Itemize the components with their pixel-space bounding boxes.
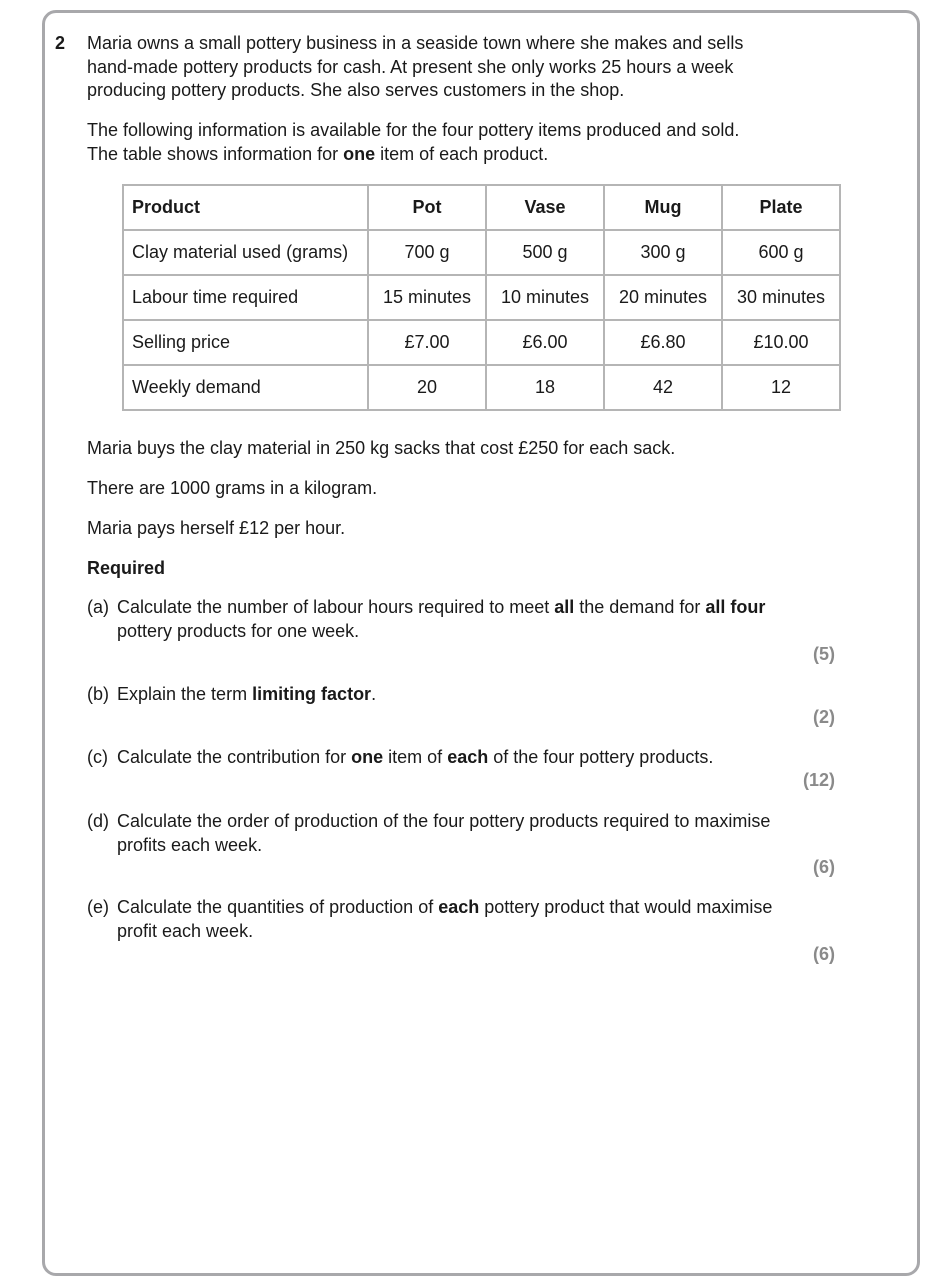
text-segment: pottery products for one week. — [117, 620, 360, 641]
table-cell: 500 g — [486, 230, 604, 275]
text-segment: Calculate the number of labour hours required to meet — [117, 597, 555, 617]
table-cell: 20 minutes — [604, 275, 722, 320]
marks-allocation: (5) — [813, 644, 835, 664]
emphasis: limiting factor — [252, 684, 372, 704]
question-number: 2 — [55, 33, 66, 53]
table-header: Pot — [368, 185, 486, 230]
table-cell: £6.00 — [486, 320, 604, 365]
table-cell: 12 — [722, 365, 840, 410]
part-label: (d) — [87, 811, 109, 831]
emphasis: all — [554, 597, 575, 617]
text-segment: Explain the term — [117, 684, 253, 704]
table-header: Plate — [722, 185, 840, 230]
table-cell: 30 minutes — [722, 275, 840, 320]
fact-3: Maria pays herself £12 per hour. — [87, 518, 346, 538]
part-label: (a) — [87, 597, 109, 617]
text-segment: pottery product that would maximise profit each week. — [117, 897, 773, 941]
table-cell: 600 g — [722, 230, 840, 275]
question-part — [87, 683, 777, 707]
product-table — [122, 184, 841, 411]
emphasis: one — [351, 747, 384, 767]
emphasis: all four — [705, 597, 766, 617]
emphasis: each — [438, 897, 480, 917]
question-part — [87, 896, 777, 943]
table-header: Vase — [486, 185, 604, 230]
table-cell: £10.00 — [722, 320, 840, 365]
marks-allocation: (6) — [813, 857, 835, 877]
fact-1: Maria buys the clay material in 250 kg sacks that cost £250 for each sack. — [87, 438, 676, 458]
row-label: Clay material used (grams) — [123, 230, 368, 275]
text-segment: the demand for — [574, 597, 706, 617]
table-row — [123, 320, 840, 365]
intro-paragraph: Maria owns a small pottery business in a seaside town where she makes and sells hand-made pottery products for cash. At present she only works 25 hours a week producing pottery products. She also serves customers in the shop. — [87, 33, 744, 100]
table-cell: 300 g — [604, 230, 722, 275]
text-segment: Calculate the order of production of the four pottery products required to maximise profits each week. — [117, 811, 771, 855]
marks-allocation: (12) — [802, 770, 835, 790]
part-text — [117, 896, 777, 943]
table-row — [123, 365, 840, 410]
table-row — [123, 230, 840, 275]
part-label: (e) — [87, 897, 109, 917]
info-line-2-end: item of each product. — [375, 143, 549, 164]
text-segment: of the four pottery products. — [488, 747, 714, 767]
text-segment: Calculate the contribution for — [117, 747, 352, 767]
table-cell: £7.00 — [368, 320, 486, 365]
text-segment: Calculate the quantities of production of — [117, 897, 439, 917]
part-label: (c) — [87, 747, 108, 767]
table-header: Mug — [604, 185, 722, 230]
marks-allocation: (2) — [813, 707, 835, 727]
marks-allocation: (6) — [813, 944, 835, 964]
table-cell: 700 g — [368, 230, 486, 275]
part-text — [117, 683, 777, 707]
text-segment: . — [371, 684, 377, 704]
required-heading: Required — [87, 558, 166, 578]
row-label: Selling price — [123, 320, 368, 365]
emphasis: each — [447, 747, 489, 767]
row-label: Weekly demand — [123, 365, 368, 410]
row-label: Labour time required — [123, 275, 368, 320]
text-segment: item of — [383, 747, 448, 767]
table-cell: 20 — [368, 365, 486, 410]
info-paragraph — [87, 119, 807, 166]
table-cell: 42 — [604, 365, 722, 410]
question-part — [87, 596, 777, 643]
table-cell: 15 minutes — [368, 275, 486, 320]
part-text — [117, 596, 777, 643]
question-part — [87, 746, 777, 770]
part-label: (b) — [87, 684, 109, 704]
fact-2: There are 1000 grams in a kilogram. — [87, 478, 378, 498]
part-text — [117, 746, 777, 770]
table-row — [123, 275, 840, 320]
info-emphasis: one — [343, 143, 376, 164]
table-header-row — [123, 185, 840, 230]
question-part — [87, 810, 777, 857]
info-line-2: The table shows information for — [87, 143, 344, 164]
part-text — [117, 810, 777, 857]
table-cell: 10 minutes — [486, 275, 604, 320]
table-header: Product — [123, 185, 368, 230]
info-line-1: The following information is available for the four pottery items produced and sold. — [87, 120, 740, 140]
table-cell: 18 — [486, 365, 604, 410]
table-cell: £6.80 — [604, 320, 722, 365]
